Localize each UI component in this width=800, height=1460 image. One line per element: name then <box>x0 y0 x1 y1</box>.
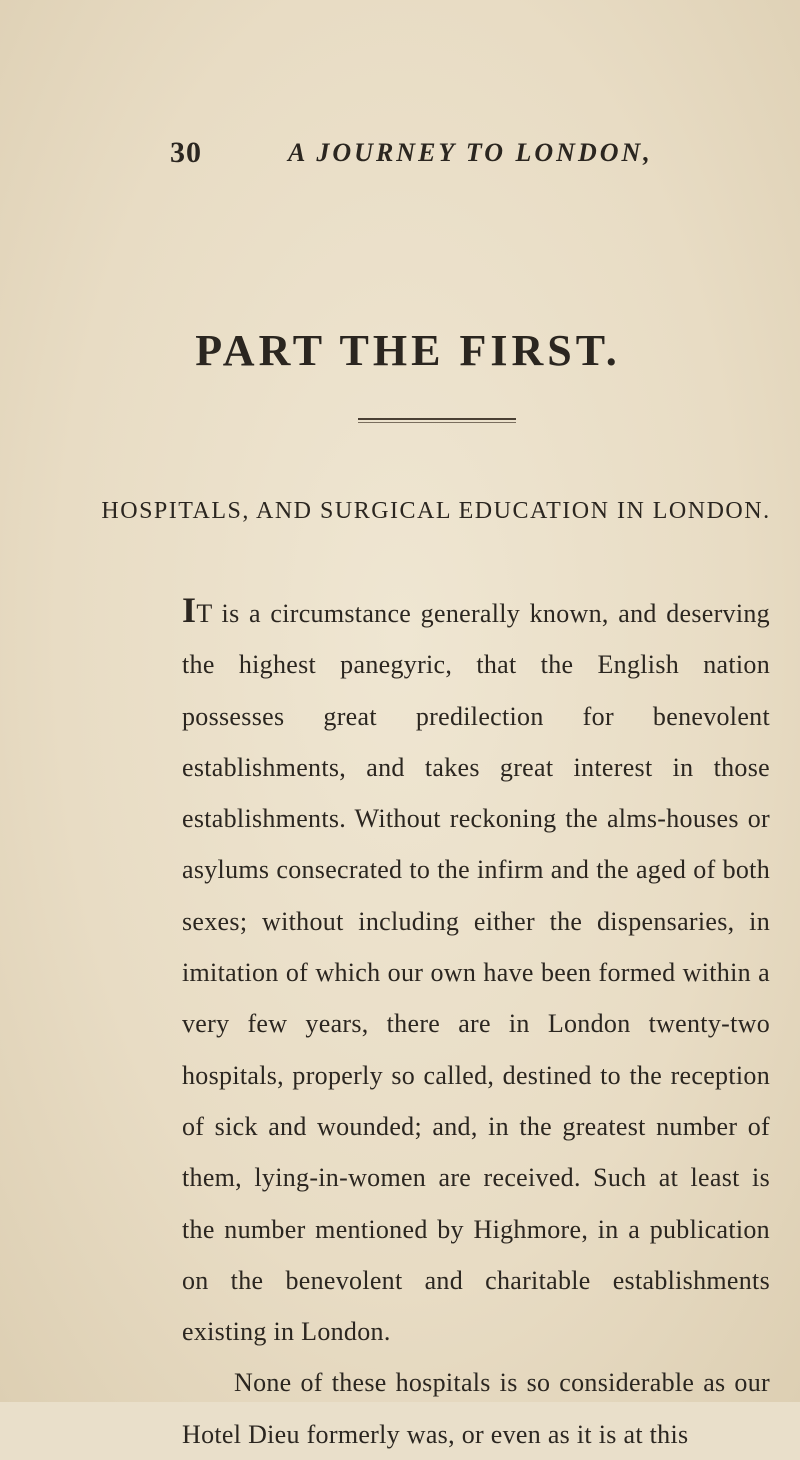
decorative-rule <box>358 418 516 420</box>
section-heading: HOSPITALS, AND SURGICAL EDUCATION IN LONDON. <box>101 498 771 524</box>
body-text <box>182 588 770 1460</box>
paragraph-2: None of these hospitals is so considerable as our Hotel Dieu formerly was, or even as it is at this <box>182 1368 770 1449</box>
running-head <box>170 136 770 172</box>
part-title: PART THE FIRST. <box>195 326 621 375</box>
running-title: A JOURNEY TO LONDON, <box>288 138 653 167</box>
paragraph-1 <box>182 588 770 1357</box>
paragraph-1-text: T is a circumstance generally known, and deserving the highest panegyric, that the English nation possesses great predilection for benevolent establishments, and takes great interest in those establishments. Without reckoning the alms-houses or asylums consecrated to the infirm and the aged of both sexes; without including either the dispensaries, in imitation of which our own have been formed within a very few years, there are in London twenty-two hospitals, properly so called, destined to the reception of sick and wounded; and, in the greatest number of them, lying-in-women are received. Such at least is the number mentioned by Highmore, in a publication on the benevolent and charitable establishments existing in London. <box>182 599 770 1347</box>
drop-cap: I <box>182 590 197 630</box>
page-number: 30 <box>170 136 202 169</box>
